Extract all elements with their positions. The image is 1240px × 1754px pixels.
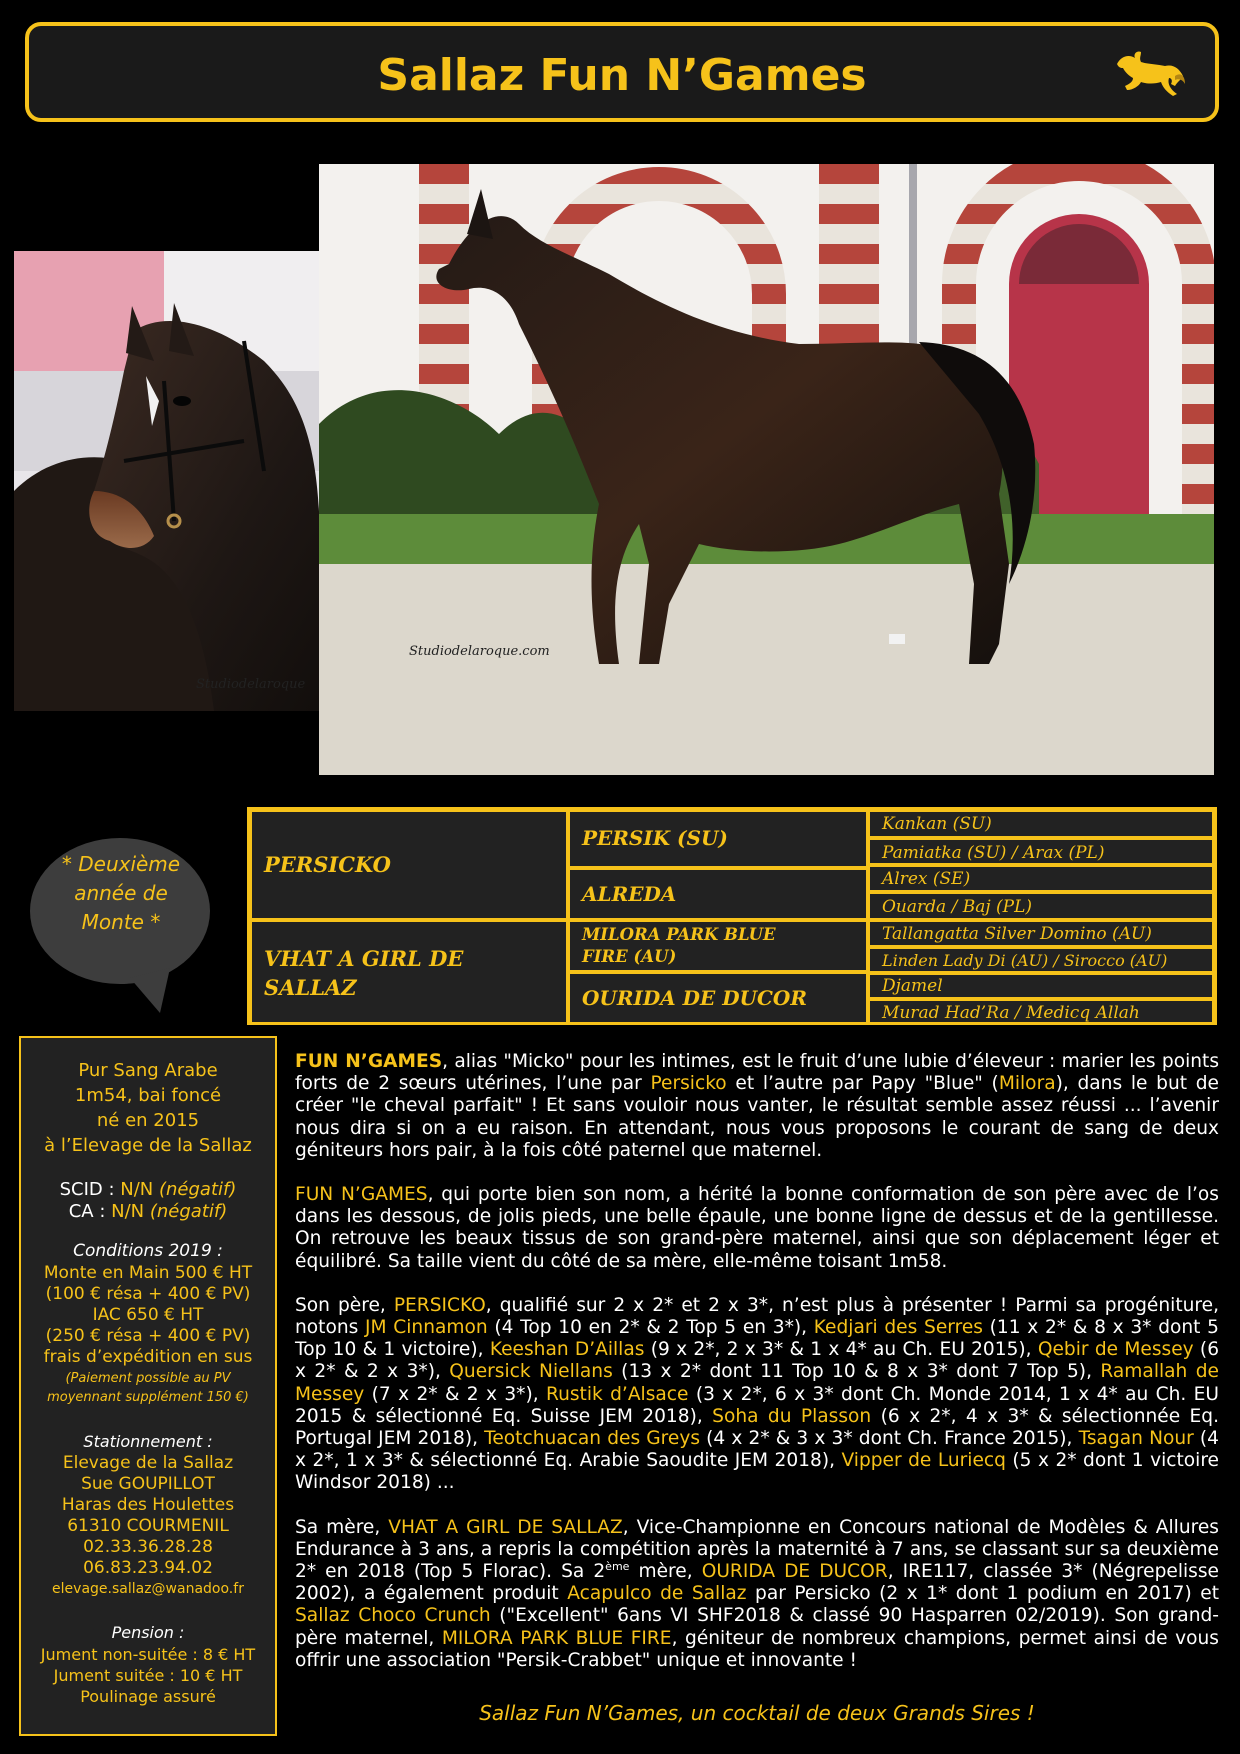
photo-watermark: Studiodelaroque [196,677,306,692]
station-line: Sue GOUPILLOT [81,1474,215,1494]
bubble-line: année de [74,881,168,905]
title-banner [25,22,1219,122]
payment-note: moyennant supplément 150 €) [47,1390,249,1405]
description-text [295,1051,1219,1694]
pedigree-g3: Kankan (SU) [868,810,1214,838]
paragraph-dam: Sa mère, VHAT A GIRL DE SALLAZ, Vice-Championne en Concours national de Modèles & Allures Endurance à 3 ans, a repris la compétition après la maternité à 7 ans, se classant sur sa deuxième 2* en 2018 (Top 5 Florac). Sa 2ème mère, OURIDA DE DUCOR, IRE117, classée 3* (Négrepelisse 2002), a également produit Acapulco de Sallaz par Persicko (2 x 1* dont 1 podium en 2017) et Sallaz Choco Crunch ("Excellent" 6ans VI SHF2018 & classé 90 Hasparren 02/2019). Son grand-père maternel, MILORA PARK BLUE FIRE, géniteur de nombreux champions, permet ainsi de vous offrir une association "Persik-Crabbet" unique et innovante ! [295,1516,1219,1671]
highlighted-name: Ramallah de Messey [295,1361,1219,1405]
info-panel [19,1036,277,1736]
payment-note: (Paiement possible au PV [65,1371,231,1386]
phone-mobile: 06.83.23.94.02 [83,1558,213,1578]
pedigree-dam-dam: OURIDA DE DUCOR [568,972,868,1025]
paragraph-conformation: FUN N’GAMES, qui porte bien son nom, a hérité la bonne conformation de son père avec de l’os dans les dessous, de jolis pieds, une belle épaule, une bonne ligne de dessus et de la gentillesse. On retrouve les beaux tissus de son grand-père maternel, ainsi que son déplacement léger et équilibré. Sa taille vient du côté de sa mère, elle-même toisant 1m58. [295,1184,1219,1272]
highlighted-name: FUN N’GAMES [295,1184,428,1206]
highlighted-name: Soha du Plasson [712,1405,872,1427]
phone-landline: 02.33.36.28.28 [83,1537,213,1557]
pension-line: Jument suitée : 10 € HT [53,1666,243,1685]
highlighted-name: Qebir de Messey [1037,1339,1194,1361]
page-title: Sallaz Fun N’Games [377,50,867,101]
highlighted-name: Tsagan Nour [1078,1428,1194,1450]
info-born: né en 2015 [96,1110,200,1131]
station-line: Haras des Houlettes [61,1495,235,1515]
pension-title: Pension : [111,1623,185,1642]
highlighted-name: Keeshan D’Aillas [489,1339,645,1361]
pedigree-g3: Alrex (SE) [868,865,1214,892]
email-link[interactable]: elevage.sallaz@wanadoo.fr [52,1581,244,1597]
bubble-text [38,850,204,937]
info-breeder: à l’Elevage de la Sallaz [44,1135,252,1156]
highlighted-name: Persicko [650,1073,727,1095]
horse-side-photo [319,164,1214,775]
pedigree-sire: PERSICKO [250,810,568,920]
pedigree-table [247,807,1217,1025]
highlighted-name: PERSICKO [393,1294,486,1316]
info-ca: CA : N/N (négatif) [68,1201,228,1222]
condition-line: (250 € résa + 400 € PV) [45,1326,251,1346]
horse-logo-icon [1111,46,1187,102]
highlighted-name: Sallaz Choco Crunch [295,1605,491,1627]
bubble-line: Monte * [81,910,161,934]
highlighted-name: Vipper de Luriecq [841,1450,1006,1472]
bubble-line: * Deuxième [61,852,181,876]
highlighted-name: VHAT A GIRL DE SALLAZ [388,1516,623,1538]
highlighted-name: Kedjari des Serres [813,1317,983,1339]
pedigree-g3: Djamel [868,973,1214,999]
pedigree-dam-sire: MILORA PARK BLUE FIRE (AU) [568,920,868,972]
station-line: 61310 COURMENIL [67,1516,229,1536]
pension-line: Jument non-suitée : 8 € HT [40,1645,256,1664]
pedigree-g3: Murad Had’Ra / Medicq Allah [868,999,1214,1025]
condition-line: Monte en Main 500 € HT [43,1263,253,1283]
condition-line: IAC 650 € HT [92,1305,204,1325]
highlighted-name: JM Cinnamon [365,1317,488,1339]
condition-line: frais d’expédition en sus [43,1347,253,1367]
station-line: Elevage de la Sallaz [62,1453,234,1473]
paragraph-intro: FUN N’GAMES, alias "Micko" pour les intimes, est le fruit d’une lubie d’éleveur : marier les points forts de 2 sœurs utérines, l’une par Persicko et l’autre par Papy "Blue" (Milora), dans le but de créer "le cheval parfait" ! Et sans vouloir nous vanter, le résultat semble assez réussi ... l’avenir nous dira si on a eu raison. En attendant, nous vous proposons le courant de sang de deux géniteurs hors pair, à la fois côté paternel que maternel. [295,1051,1220,1161]
horse-head-photo [14,251,320,711]
highlighted-name: MILORA PARK BLUE FIRE [441,1627,672,1649]
pedigree-g3: Ouarda / Baj (PL) [868,892,1214,920]
pension-line: Poulinage assuré [80,1687,216,1706]
info-height-color: 1m54, bai foncé [74,1085,222,1106]
pedigree-dam: VHAT A GIRL DE SALLAZ [250,920,568,1025]
pedigree-g3: Linden Lady Di (AU) / Sirocco (AU) [868,947,1214,973]
highlighted-name: OURIDA DE DUCOR [701,1561,888,1583]
highlighted-name: Quersick Niellans [449,1361,613,1383]
conditions-title: Conditions 2019 : [73,1241,223,1261]
highlighted-name: Rustik d’Alsace [545,1383,689,1405]
highlighted-name: Acapulco de Sallaz [567,1583,747,1605]
photo-watermark: Studiodelaroque.com [409,644,550,659]
highlighted-name: Milora [998,1073,1056,1095]
pedigree-sire-sire: PERSIK (SU) [568,810,868,868]
highlighted-name: FUN N’GAMES [295,1051,443,1072]
station-title: Stationnement : [83,1432,213,1451]
pedigree-g3: Tallangatta Silver Domino (AU) [868,920,1214,947]
pedigree-g3: Pamiatka (SU) / Arax (PL) [868,838,1214,865]
paragraph-sire: Son père, PERSICKO, qualifié sur 2 x 2* et 2 x 3*, n’est plus à présenter ! Parmi sa progéniture, notons JM Cinnamon (4 Top 10 en 2* & 2 Top 5 en 3*), Kedjari des Serres (11 x 2* & 8 x 3* dont 5 Top 10 & 1 victoire), Keeshan D’Aillas (9 x 2*, 2 x 3* & 1 x 4* au Ch. EU 2015), Qebir de Messey (6 x 2* & 2 x 3*), Quersick Niellans (13 x 2* dont 11 Top 10 & 8 x 3* dont 7 Top 5), Ramallah de Messey (7 x 2* & 2 x 3*), Rustik d’Alsace (3 x 2*, 6 x 3* dont Ch. Monde 2014, 1 x 4* au Ch. EU 2015 & sélectionné Eq. Suisse JEM 2018), Soha du Plasson (6 x 2*, 4 x 3* & sélectionnée Eq. Portugal JEM 2018), Teotchuacan des Greys (4 x 2* & 3 x 3* dont Ch. France 2015), Tsagan Nour (4 x 2*, 1 x 3* & sélectionné Eq. Arabie Saoudite JEM 2018), Vipper de Luriecq (5 x 2* dont 1 victoire Windsor 2018) ... [295,1294,1220,1494]
closing-tagline: Sallaz Fun N’Games, un cocktail de deux Grands Sires ! [479,1701,1035,1725]
pedigree-sire-dam: ALREDA [568,868,868,920]
info-breed: Pur Sang Arabe [78,1060,218,1081]
highlighted-name: Teotchuacan des Greys [484,1428,701,1450]
condition-line: (100 € résa + 400 € PV) [45,1284,251,1304]
info-scid: SCID : N/N (négatif) [59,1179,237,1200]
